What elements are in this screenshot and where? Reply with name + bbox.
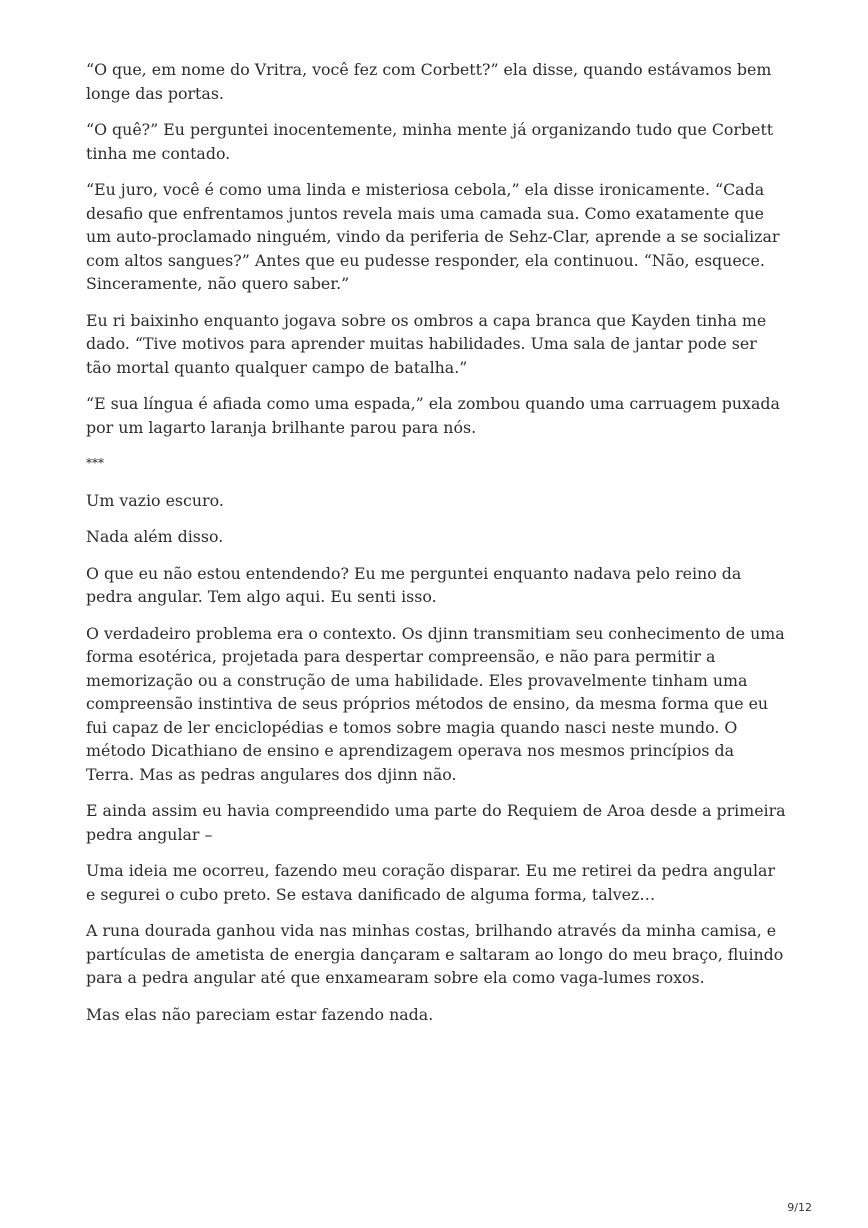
paragraph: Mas elas não pareciam estar fazendo nada. (86, 1004, 434, 1024)
paragraph: Nada além disso. (86, 527, 224, 546)
paragraph: O que eu não estou entendendo? Eu me perguntei enquanto nadava pelo reino da pedra angular. Tem algo aqui. Eu senti isso. (86, 563, 742, 606)
paragraph: “Eu juro, você é como uma linda e misteriosa cebola,” ela disse ironicamente. “Cada desafio que enfrentamos juntos revela mais uma camada sua. Como exatamente que um auto-proclamado ninguém, vindo da periferia de Sehz-Clar, aprende a se socializar com altos sangues?” Antes que eu pudesse responder, ela continuou. “Não, esquece. Sinceramente, não quero saber.” (86, 180, 780, 293)
paragraph: Um vazio escuro. (86, 490, 224, 510)
paragraph: “E sua língua é afiada como uma espada,” ela zombou quando uma carruagem puxada por um lagarto laranja brilhante parou para nós. (86, 394, 780, 437)
paragraph: “O que, em nome do Vritra, você fez com Corbett?” ela disse, quando estávamos bem longe das portas. (86, 60, 772, 103)
paragraph: Eu ri baixinho enquanto jogava sobre os ombros a capa branca que Kayden tinha me dado. “Tive motivos para aprender muitas habilidades. Uma sala de jantar pode ser tão mortal quanto qualquer campo de batalha.” (86, 310, 767, 377)
paragraph: “O quê?” Eu perguntei inocentemente, minha mente já organizando tudo que Corbett tinha me contado. (86, 120, 774, 163)
paragraph: Uma ideia me ocorreu, fazendo meu coração disparar. Eu me retirei da pedra angular e segurei o cubo preto. Se estava danificado de alguma forma, talvez… (86, 861, 776, 904)
paragraph: O verdadeiro problema era o contexto. Os djinn transmitiam seu conhecimento de uma forma esotérica, projetada para despertar compreensão, e não para permitir a memorização ou a construção de uma habilidade. Eles provavelmente tinham uma compreensão instintiva de seus próprios métodos de ensino, da mesma forma que eu fui capaz de ler enciclopédias e tomos sobre magia quando nasci neste mundo. O método Dicathiano de ensino e aprendizagem operava nos mesmos princípios da Terra. Mas as pedras angulares dos djinn não. (86, 623, 785, 784)
page-number: 9/12 (787, 1201, 812, 1214)
paragraph: A runa dourada ganhou vida nas minhas costas, brilhando através da minha camisa, e partículas de ametista de energia dançaram e saltaram ao longo do meu braço, fluindo para a pedra angular até que enxamearam sobre ela como vaga-lumes roxos. (86, 921, 784, 987)
scene-break: *** (86, 456, 104, 470)
paragraph: E ainda assim eu havia compreendido uma parte do Requiem de Aroa desde a primeira pedra angular – (86, 801, 786, 844)
document-body (86, 58, 786, 1039)
